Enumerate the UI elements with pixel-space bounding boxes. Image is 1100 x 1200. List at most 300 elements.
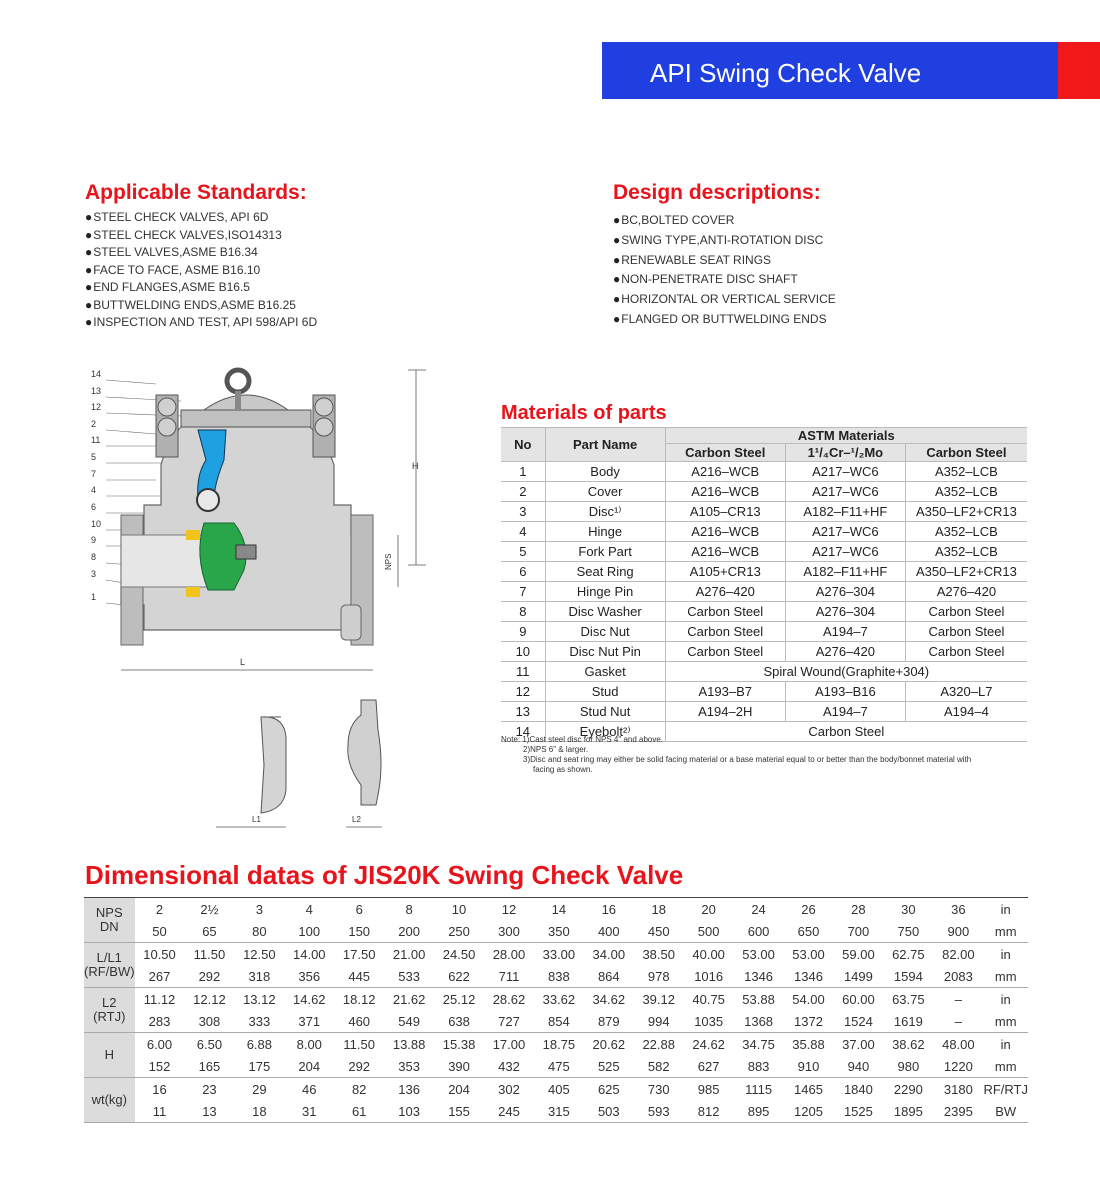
material-crmo: A276–304: [785, 602, 905, 622]
callout-number: 7: [91, 469, 97, 479]
dim-value: 978: [634, 965, 684, 988]
dim-value: 46: [302, 1081, 317, 1097]
dim-value: 20.62: [592, 1036, 626, 1052]
row-label-line: L/L1: [96, 950, 122, 965]
dim-value: 25.12: [442, 991, 476, 1007]
material-row: [501, 542, 1027, 562]
dim-value: 12.12: [193, 991, 226, 1007]
callout-number: 11: [91, 435, 101, 445]
dim-value: 371: [284, 1010, 334, 1033]
dim-value: 593: [634, 1100, 684, 1123]
material-part-name: Eyebolt²⁾: [545, 722, 665, 742]
nps-value: 3: [255, 901, 263, 917]
dimensions-title: Dimensional datas of JIS20K Swing Check Valve: [85, 860, 684, 890]
material-row: [501, 702, 1027, 722]
material-carbon-steel: A193–B7: [665, 682, 785, 702]
material-crmo: A182–F11+HF: [785, 562, 905, 582]
nps-value: 6: [355, 901, 363, 917]
dim-row: [84, 988, 1028, 1011]
unit-cell: mm: [983, 920, 1028, 943]
unit-cell: in: [1000, 901, 1011, 917]
material-carbon-steel-lt: A352–LCB: [905, 482, 1027, 502]
dim-value: 40.00: [692, 946, 725, 962]
dim-value: 308: [184, 1010, 234, 1033]
dim-value: 460: [334, 1010, 384, 1033]
dim-value: 37.00: [842, 1036, 875, 1052]
material-carbon-steel-lt: A350–LF2+CR13: [905, 562, 1027, 582]
material-carbon-steel: Carbon Steel: [665, 602, 785, 622]
callout-number: 5: [91, 452, 97, 462]
unit-cell: mm: [983, 1010, 1028, 1033]
material-part-name: Fork Part: [545, 542, 665, 562]
dn-value: 400: [584, 920, 634, 943]
dim-value: 16: [152, 1081, 167, 1097]
callout-number: 12: [91, 402, 102, 412]
dim-value: 302: [498, 1081, 520, 1097]
dn-value: 700: [833, 920, 883, 943]
dim-value: 985: [697, 1081, 720, 1097]
dim-value: 895: [734, 1100, 784, 1123]
banner-accent: [1058, 42, 1100, 99]
nps-value: 2½: [200, 901, 219, 917]
dim-value: 136: [398, 1081, 420, 1097]
material-row: [501, 562, 1027, 582]
material-crmo: A276–304: [785, 582, 905, 602]
nps-value: 36: [951, 901, 966, 917]
dim-value: 2395: [933, 1100, 983, 1123]
dim-value: 1840: [843, 1081, 873, 1097]
dim-value: 3180: [943, 1081, 973, 1097]
materials-table: [501, 427, 1027, 742]
material-part-name: Disc¹⁾: [545, 502, 665, 522]
material-carbon-steel: A105+CR13: [665, 562, 785, 582]
dim-value: 1499: [833, 965, 883, 988]
material-carbon-steel: Carbon Steel: [665, 642, 785, 662]
dim-value: 165: [184, 1055, 234, 1078]
dim-value: 1525: [833, 1100, 883, 1123]
dim-value: 61: [334, 1100, 384, 1123]
design-item: ● RENEWABLE SEAT RINGS: [613, 251, 836, 271]
dim-value: 15.38: [442, 1036, 476, 1052]
dn-value: 600: [734, 920, 784, 943]
callout-number: 13: [91, 386, 102, 396]
dim-value: 12.50: [243, 946, 276, 962]
material-crmo: A194–7: [785, 622, 905, 642]
dn-value: 80: [234, 920, 284, 943]
dim-value: 1205: [784, 1100, 834, 1123]
dim-l1-label: L1: [252, 815, 261, 824]
dim-value: 21.62: [392, 991, 426, 1007]
note-line: facing as shown.: [533, 765, 593, 774]
dim-value: 22.88: [642, 1036, 675, 1052]
design-item: ● HORIZONTAL OR VERTICAL SERVICE: [613, 290, 836, 310]
design-title: Design descriptions:: [613, 181, 821, 204]
col-carbon-steel-1: Carbon Steel: [665, 444, 785, 462]
dn-value: 150: [334, 920, 384, 943]
nps-value: 14: [551, 901, 567, 917]
material-row: [501, 462, 1027, 482]
dim-value: 910: [784, 1055, 834, 1078]
dim-value: 390: [434, 1055, 484, 1078]
row-label-line: (RTJ): [93, 1009, 126, 1024]
dim-value: 980: [883, 1055, 933, 1078]
unit-cell: RF/RTJ: [983, 1081, 1028, 1097]
material-crmo: A217–WC6: [785, 462, 905, 482]
dim-value: 13.88: [392, 1036, 426, 1052]
row-label-line: L2: [102, 995, 117, 1010]
dim-value: 17.00: [492, 1036, 526, 1052]
col-part-name: Part Name: [545, 428, 665, 462]
dim-value: 475: [534, 1055, 584, 1078]
material-carbon-steel-lt: A352–LCB: [905, 522, 1027, 542]
dim-value: –: [933, 1010, 983, 1033]
material-no: 9: [501, 622, 545, 642]
dim-value: 11.12: [143, 991, 176, 1007]
unit-cell: in: [1000, 1036, 1011, 1052]
dn-value: 500: [684, 920, 734, 943]
nps-value: 2: [155, 901, 164, 917]
unit-cell: BW: [983, 1100, 1028, 1123]
material-spec: Carbon Steel: [665, 722, 1027, 742]
dim-value: 1594: [883, 965, 933, 988]
material-no: 10: [501, 642, 545, 662]
material-carbon-steel: A194–2H: [665, 702, 785, 722]
material-no: 2: [501, 482, 545, 502]
nps-value: 26: [801, 901, 816, 917]
dn-value: 750: [883, 920, 933, 943]
nps-value: 10: [451, 901, 467, 917]
dim-value: 445: [334, 965, 384, 988]
col-astm: ASTM Materials: [665, 428, 1027, 444]
dim-value: 53.88: [742, 991, 775, 1007]
row-label-line: DN: [99, 919, 119, 934]
dimensions-table: [84, 897, 1028, 1123]
dim-value: 1346: [784, 965, 834, 988]
dim-value: 711: [484, 965, 534, 988]
dim-value: 14.62: [293, 991, 326, 1007]
dim-value: 18: [234, 1100, 284, 1123]
dim-value: 14.00: [293, 946, 326, 962]
dim-value: 82.00: [942, 946, 975, 962]
nps-value: 28: [851, 901, 866, 917]
dim-value: 23: [202, 1081, 217, 1097]
callout-leader: [106, 430, 156, 434]
dim-row-dn: [84, 920, 1028, 943]
dim-h-label: H: [412, 461, 419, 471]
note-line: 2)NPS 6" & larger.: [523, 745, 589, 754]
material-part-name: Seat Ring: [545, 562, 665, 582]
dim-value: 24.62: [692, 1036, 725, 1052]
dim-value: 727: [484, 1010, 534, 1033]
dn-value: 450: [634, 920, 684, 943]
materials-notes: [501, 735, 1041, 775]
material-carbon-steel-lt: Carbon Steel: [905, 622, 1027, 642]
material-no: 13: [501, 702, 545, 722]
dim-row: [84, 1100, 1028, 1123]
dim-value: 267: [135, 965, 185, 988]
standard-item: ● STEEL CHECK VALVES,ISO14313: [85, 227, 317, 245]
material-crmo: A194–7: [785, 702, 905, 722]
dim-value: 24.50: [442, 946, 476, 962]
unit-cell: in: [1000, 946, 1011, 962]
material-carbon-steel-lt: A350–LF2+CR13: [905, 502, 1027, 522]
nps-value: 4: [305, 901, 313, 917]
dn-value: 250: [434, 920, 484, 943]
dim-value: 6.88: [246, 1036, 272, 1052]
dim-value: 60.00: [842, 991, 875, 1007]
dim-value: 1220: [933, 1055, 983, 1078]
material-carbon-steel-lt: A352–LCB: [905, 542, 1027, 562]
callout-number: 1: [91, 592, 97, 602]
dim-row: [84, 1010, 1028, 1033]
dim-value: 1115: [745, 1081, 773, 1097]
material-carbon-steel: A216–WCB: [665, 522, 785, 542]
nps-value: 8: [405, 901, 413, 917]
material-part-name: Gasket: [545, 662, 665, 682]
nps-value: 16: [601, 901, 617, 917]
material-carbon-steel: A216–WCB: [665, 462, 785, 482]
dim-value: 53.00: [792, 946, 825, 962]
row-label: [84, 1033, 135, 1078]
material-no: 4: [501, 522, 545, 542]
dn-value: 50: [135, 920, 185, 943]
dim-row: [84, 1033, 1028, 1056]
note-line: 3)Disc and seat ring may either be solid facing material or a base material equal to or better than the body/bonnet material with: [523, 755, 972, 764]
unit-cell: in: [1000, 991, 1011, 1007]
design-item: ● BC,BOLTED COVER: [613, 211, 836, 231]
material-carbon-steel-lt: Carbon Steel: [905, 642, 1027, 662]
material-crmo: A217–WC6: [785, 522, 905, 542]
standard-item: ● STEEL VALVES,ASME B16.34: [85, 244, 317, 262]
design-item: ● SWING TYPE,ANTI-ROTATION DISC: [613, 231, 836, 251]
material-spec: Spiral Wound(Graphite+304): [665, 662, 1027, 682]
dim-value: 62.75: [892, 946, 925, 962]
material-row: [501, 642, 1027, 662]
dim-value: 59.00: [842, 946, 875, 962]
dim-value: 879: [584, 1010, 634, 1033]
dn-value: 300: [484, 920, 534, 943]
page-title: API Swing Check Valve: [650, 58, 922, 88]
dim-value: 2290: [893, 1081, 923, 1097]
standard-item: ● INSPECTION AND TEST, API 598/API 6D: [85, 314, 317, 332]
dim-value: 63.75: [892, 991, 925, 1007]
dim-value: 11.50: [343, 1036, 375, 1052]
dim-value: 13: [184, 1100, 234, 1123]
standards-list: [85, 209, 317, 332]
material-carbon-steel: A105–CR13: [665, 502, 785, 522]
material-carbon-steel-lt: A320–L7: [905, 682, 1027, 702]
dim-value: 1619: [883, 1010, 933, 1033]
dim-value: 34.75: [742, 1036, 775, 1052]
row-label-line: (RF/BW): [84, 964, 135, 979]
dim-value: 940: [833, 1055, 883, 1078]
dim-value: 318: [234, 965, 284, 988]
material-crmo: A276–420: [785, 642, 905, 662]
row-label: [84, 943, 135, 988]
design-item: ● NON-PENETRATE DISC SHAFT: [613, 270, 836, 290]
material-part-name: Cover: [545, 482, 665, 502]
standard-item: ● STEEL CHECK VALVES, API 6D: [85, 209, 317, 227]
dim-value: 103: [384, 1100, 434, 1123]
unit-cell: mm: [983, 1055, 1028, 1078]
row-label-line: NPS: [95, 905, 123, 920]
dim-value: 627: [684, 1055, 734, 1078]
material-crmo: A217–WC6: [785, 542, 905, 562]
standard-item: ● BUTTWELDING ENDS,ASME B16.25: [85, 297, 317, 315]
dim-value: 82: [351, 1081, 367, 1097]
dim-value: 432: [484, 1055, 534, 1078]
dim-value: 175: [234, 1055, 284, 1078]
dim-value: 35.88: [792, 1036, 825, 1052]
material-part-name: Body: [545, 462, 665, 482]
dim-value: 582: [634, 1055, 684, 1078]
dim-value: 152: [135, 1055, 185, 1078]
material-carbon-steel-lt: A352–LCB: [905, 462, 1027, 482]
material-part-name: Hinge: [545, 522, 665, 542]
dim-value: 21.00: [392, 946, 426, 962]
material-row: [501, 622, 1027, 642]
dim-value: 34.62: [592, 991, 626, 1007]
material-carbon-steel-lt: A276–420: [905, 582, 1027, 602]
dim-value: 1895: [883, 1100, 933, 1123]
dim-value: 292: [334, 1055, 384, 1078]
material-row: [501, 502, 1027, 522]
material-no: 8: [501, 602, 545, 622]
callout-number: 9: [91, 535, 97, 545]
valve-drawing: [86, 365, 436, 835]
dim-value: 315: [534, 1100, 584, 1123]
dim-value: 18.75: [542, 1036, 576, 1052]
material-part-name: Stud Nut: [545, 702, 665, 722]
dim-value: 812: [684, 1100, 734, 1123]
dim-value: 39.12: [642, 991, 675, 1007]
callout-number: 3: [91, 569, 97, 579]
material-crmo: A217–WC6: [785, 482, 905, 502]
dim-value: 622: [434, 965, 484, 988]
callout-number: 6: [91, 502, 97, 512]
nps-value: 24: [751, 901, 766, 917]
dim-value: 525: [584, 1055, 634, 1078]
dim-value: 11.50: [193, 946, 226, 962]
nps-value: 30: [901, 901, 916, 917]
dim-value: 994: [634, 1010, 684, 1033]
row-label: [84, 988, 135, 1033]
dim-value: 33.62: [542, 991, 576, 1007]
dim-value: 838: [534, 965, 584, 988]
dn-value: 65: [184, 920, 234, 943]
dim-value: –: [954, 991, 962, 1007]
material-carbon-steel: Carbon Steel: [665, 622, 785, 642]
dim-value: 2083: [933, 965, 983, 988]
material-no: 6: [501, 562, 545, 582]
dim-value: 40.75: [692, 991, 725, 1007]
dim-value: 245: [484, 1100, 534, 1123]
dim-value: 625: [597, 1081, 620, 1097]
callout-leader: [106, 380, 156, 384]
material-crmo: A182–F11+HF: [785, 502, 905, 522]
dim-value: 883: [734, 1055, 784, 1078]
dim-value: 54.00: [792, 991, 825, 1007]
design-item: ● FLANGED OR BUTTWELDING ENDS: [613, 310, 836, 330]
nps-value: 20: [701, 901, 716, 917]
design-list: [613, 211, 836, 330]
dim-value: 6.50: [196, 1036, 223, 1052]
dim-value: 864: [584, 965, 634, 988]
dim-value: 33.00: [542, 946, 576, 962]
standards-title: Applicable Standards:: [85, 181, 307, 204]
dim-row: [84, 943, 1028, 966]
material-no: 12: [501, 682, 545, 702]
dn-value: 650: [784, 920, 834, 943]
dim-value: 405: [548, 1081, 570, 1097]
material-no: 1: [501, 462, 545, 482]
material-carbon-steel: A216–WCB: [665, 542, 785, 562]
dim-value: 11: [135, 1100, 185, 1123]
material-row: [501, 602, 1027, 622]
callout-number: 2: [91, 419, 97, 429]
dim-value: 638: [434, 1010, 484, 1033]
dim-nps-label: NPS: [384, 553, 393, 570]
dim-value: 1368: [734, 1010, 784, 1033]
dn-value: 100: [284, 920, 334, 943]
dim-value: 31: [284, 1100, 334, 1123]
material-no: 5: [501, 542, 545, 562]
dim-row-nps: [84, 898, 1028, 921]
dim-value: 356: [284, 965, 334, 988]
dim-value: 18.12: [342, 991, 376, 1007]
dim-value: 333: [234, 1010, 284, 1033]
material-carbon-steel: A216–WCB: [665, 482, 785, 502]
dim-value: 53.00: [742, 946, 775, 962]
material-no: 11: [501, 662, 545, 682]
dim-value: 1465: [794, 1081, 823, 1097]
callout-number: 8: [91, 552, 97, 562]
dim-row: [84, 1055, 1028, 1078]
material-carbon-steel: A276–420: [665, 582, 785, 602]
row-label-line: H: [104, 1047, 114, 1062]
materials-title: Materials of parts: [501, 402, 667, 424]
material-no: 3: [501, 502, 545, 522]
dim-row: [84, 965, 1028, 988]
note-line: Note: 1)Cast steel disc for NPS 4" and above.: [501, 735, 664, 744]
dim-value: 38.62: [892, 1036, 925, 1052]
material-part-name: Disc Nut Pin: [545, 642, 665, 662]
material-carbon-steel-lt: A194–4: [905, 702, 1027, 722]
row-label-line: wt(kg): [91, 1092, 127, 1107]
dim-value: 38.50: [642, 946, 675, 962]
dim-value: 730: [647, 1081, 670, 1097]
row-label: [84, 1078, 135, 1123]
dim-value: 549: [384, 1010, 434, 1033]
dim-value: 353: [384, 1055, 434, 1078]
dim-value: 6.00: [146, 1036, 173, 1052]
material-row: [501, 682, 1027, 702]
material-part-name: Hinge Pin: [545, 582, 665, 602]
material-part-name: Stud: [545, 682, 665, 702]
dim-value: 533: [384, 965, 434, 988]
dn-value: 350: [534, 920, 584, 943]
dim-value: 283: [135, 1010, 185, 1033]
dim-value: 29: [252, 1081, 267, 1097]
unit-cell: mm: [983, 965, 1028, 988]
dim-value: 10.50: [143, 946, 176, 962]
col-crmo: 1¹/₄Cr–¹/₂Mo: [785, 444, 905, 462]
dim-value: 28.62: [492, 991, 526, 1007]
dim-value: 204: [448, 1081, 470, 1097]
callout-number: 4: [91, 485, 97, 495]
material-row: [501, 482, 1027, 502]
dim-value: 1016: [684, 965, 734, 988]
